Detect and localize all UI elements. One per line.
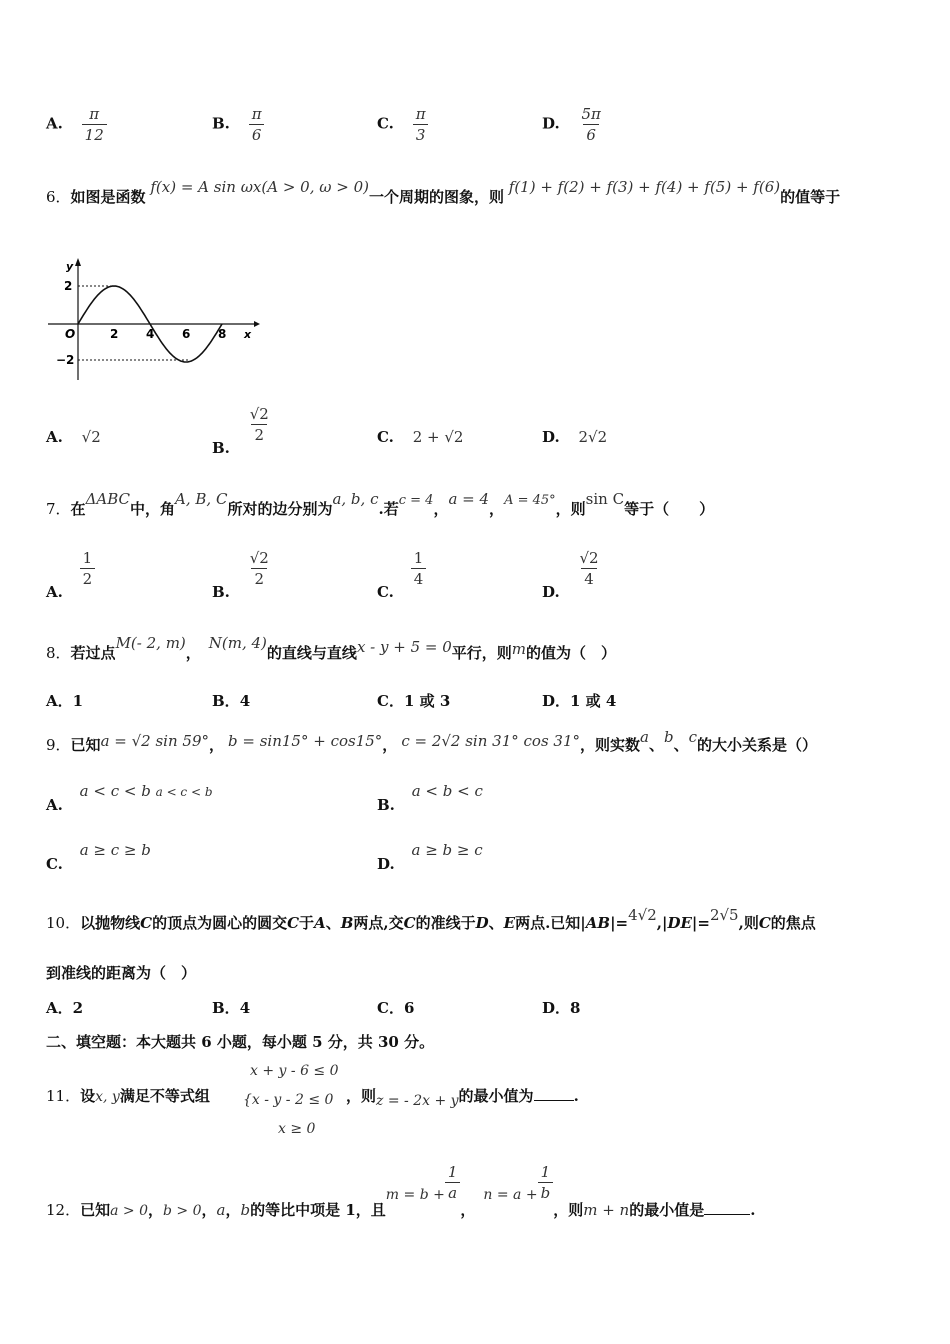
fraction: $\frac{1}{2}$ — [80, 548, 96, 589]
q7-option-d[interactable] — [542, 548, 602, 601]
q5-option-b[interactable] — [212, 104, 265, 145]
q10-stem: 10．以抛物线C的顶点为圆心的圆交C于A、B两点,交C的准线于D、E两点.已知|AB|=4√2,|DE|=2√5,则C的焦点 — [46, 906, 816, 932]
q8-stem: 8．若过点M(- 2, m)，N(m, 4)的直线与直线x - y + 5 = 0平行，则m的值为（ ） — [46, 634, 617, 662]
q9-option-b[interactable] — [377, 782, 483, 814]
option-label: C. — [377, 582, 394, 601]
origin-label: O — [65, 327, 76, 341]
q12-stem: 12．已知a > 0，b > 0，a，b的等比中项是 1，且m = b + $\frac{1}{a}$ ，n = a + $\frac{1}{b}$ ，则m + n的最小值是 . — [46, 1163, 756, 1219]
fraction: $\frac{√2}{2}$ — [249, 405, 269, 444]
option-label: D. — [377, 855, 395, 873]
option-label: D. — [542, 582, 560, 601]
option-value: 2 + √2 — [412, 428, 464, 446]
option-label: C. — [377, 114, 394, 133]
option-value-duplicate: a < c < b — [155, 785, 213, 799]
option-label: B. — [212, 582, 230, 601]
option-label: B. — [212, 438, 230, 457]
q6-option-a[interactable] — [46, 428, 101, 446]
y-tick-2: 2 — [64, 279, 73, 293]
fraction: $\frac{\pi}{3}$ — [413, 104, 429, 145]
fraction: $\frac{1}{b}$ — [538, 1162, 554, 1203]
q7-option-a[interactable] — [46, 548, 95, 601]
option-label: D. — [542, 114, 560, 133]
q11-system-line3: x ≥ 0 — [278, 1121, 316, 1137]
q11-system-line1: x + y - 6 ≤ 0 — [250, 1063, 339, 1079]
q7-option-c[interactable] — [377, 548, 426, 601]
q10-option-a[interactable]: A．2 — [46, 999, 84, 1017]
option-value: a < b < c — [411, 782, 483, 800]
q11-stem-tail: ，则z = - 2x + y的最小值为 . — [346, 1087, 579, 1109]
fraction: $\frac{√2}{4}$ — [579, 549, 599, 588]
x-tick-4: 4 — [146, 327, 155, 341]
x-axis-arrow — [254, 321, 260, 327]
q9-option-c[interactable] — [46, 841, 151, 873]
option-label: C. — [46, 855, 63, 873]
fraction: $\frac{1}{4}$ — [411, 548, 427, 589]
q7-option-b[interactable] — [212, 548, 272, 601]
q7-stem: 7．在ΔABC中，角A, B, C所对的边分别为a, b, c.若c = 4，a = 4，A = 45°，则sin C等于（ ） — [46, 490, 715, 518]
q8-option-a[interactable]: A．1 — [46, 692, 84, 710]
option-label: A. — [46, 428, 63, 446]
q11-stem: 11．设x, y满足不等式组 — [46, 1087, 210, 1105]
fraction: $\frac{√2}{2}$ — [249, 549, 269, 588]
option-value: a ≥ b ≥ c — [411, 841, 483, 859]
option-value: 2√2 — [578, 428, 608, 446]
q10-option-b[interactable]: B．4 — [212, 999, 251, 1017]
sine-graph — [44, 252, 264, 387]
q10-option-c[interactable]: C．6 — [377, 999, 415, 1017]
x-label: x — [244, 328, 252, 341]
fraction: $\frac{1}{a}$ — [445, 1162, 461, 1203]
q9-option-d[interactable] — [377, 841, 483, 873]
option-label: A. — [46, 796, 63, 814]
option-value: a ≥ c ≥ b — [79, 841, 151, 859]
fraction: $\frac{\pi}{12}$ — [82, 104, 107, 145]
fraction: $\frac{5\pi}{6}$ — [581, 105, 601, 144]
option-label: B. — [212, 114, 230, 133]
x-tick-2: 2 — [110, 327, 119, 341]
q6-stem: 6．如图是函数 f(x) = A sin ωx(A > 0, ω > 0)一个周期的图象，则 f(1) + f(2) + f(3) + f(4) + f(5) + f(6)的值等于 — [46, 178, 841, 206]
y-tick-neg2: −2 — [56, 353, 75, 367]
option-label: A. — [46, 582, 63, 601]
q5-option-c[interactable] — [377, 104, 429, 145]
q8-option-b[interactable]: B．4 — [212, 692, 251, 710]
option-value: √2 — [81, 428, 101, 446]
option-value: a < c < b — [79, 782, 151, 800]
q8-option-d[interactable]: D．1 或 4 — [542, 692, 617, 710]
fraction: $\frac{\pi}{6}$ — [249, 104, 265, 145]
section-heading: 二、填空题：本大题共 6 小题，每小题 5 分，共 30 分。 — [46, 1033, 435, 1051]
q10-option-d[interactable]: D．8 — [542, 999, 581, 1017]
answer-blank[interactable] — [704, 1202, 750, 1215]
q8-option-c[interactable]: C．1 或 3 — [377, 692, 451, 710]
q9-option-a[interactable] — [46, 782, 213, 814]
option-label: D. — [542, 428, 560, 446]
q6-option-b[interactable] — [212, 404, 272, 457]
y-label: y — [66, 260, 74, 273]
option-label: C. — [377, 428, 394, 446]
q11-system-line2: {x - y - 2 ≤ 0 — [243, 1092, 334, 1108]
q6-option-d[interactable] — [542, 428, 607, 446]
option-label: A. — [46, 114, 63, 133]
x-tick-6: 6 — [182, 327, 191, 341]
option-label: B. — [377, 796, 395, 814]
y-axis-arrow — [75, 258, 81, 266]
q5-option-d[interactable] — [542, 104, 604, 145]
x-tick-8: 8 — [218, 327, 227, 341]
q6-option-c[interactable] — [377, 428, 463, 446]
answer-blank[interactable] — [534, 1088, 574, 1101]
q5-option-a[interactable] — [46, 104, 107, 145]
q10-stem-line2: 到准线的距离为（ ） — [46, 964, 197, 982]
q9-stem: 9．已知a = √2 sin 59°， b = sin15° + cos15°， c = 2√2 sin 31° cos 31°，则实数a、b、c的大小关系是（） — [46, 728, 818, 754]
